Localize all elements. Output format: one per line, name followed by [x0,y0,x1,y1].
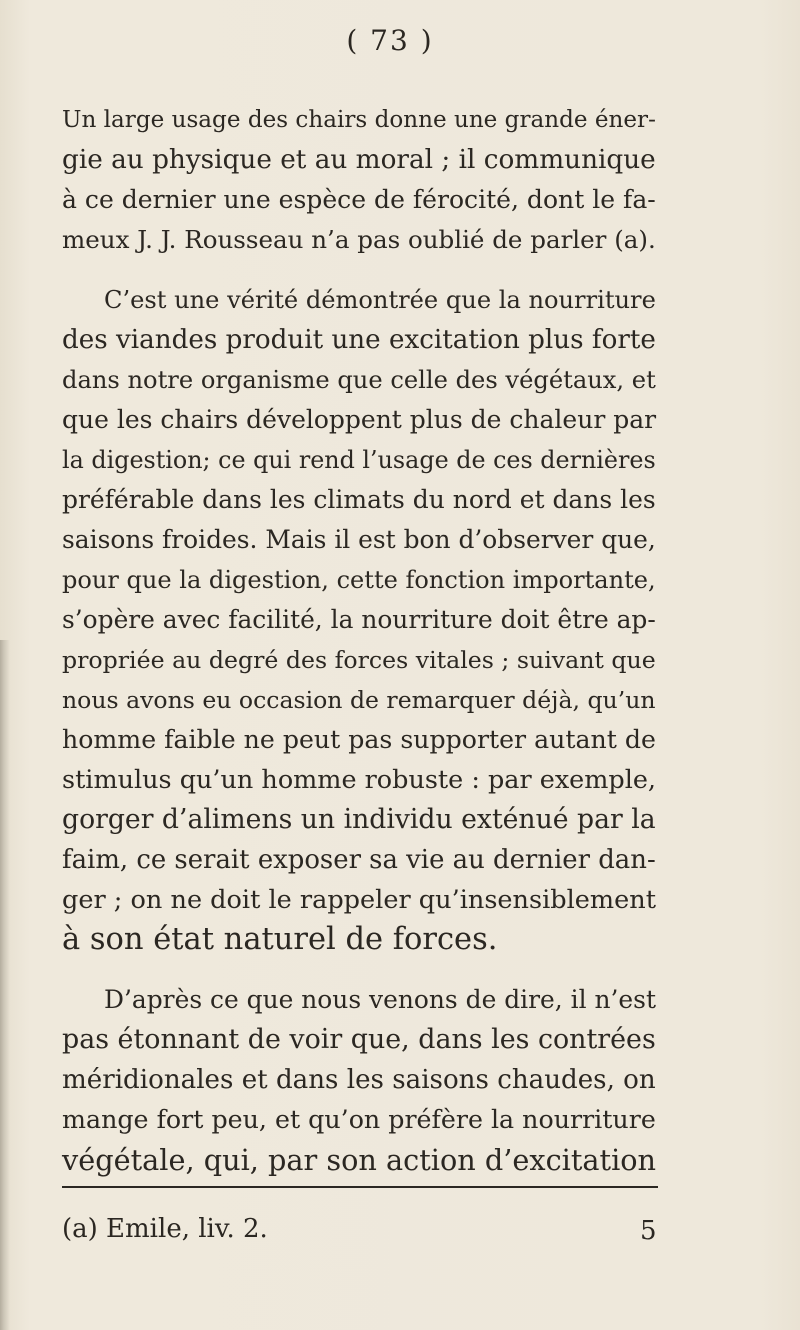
paragraph-2-line-15: faim, ce serait exposer sa vie au dernier dan- [62,845,656,875]
paragraph-2-line-5: la digestion; ce qui rend l’usage de ces dernières [62,446,656,474]
paragraph-3-line-5: végétale, qui, par son action d’excitation [62,1143,657,1177]
paragraph-3-line-3: méridionales et dans les saisons chaudes, on [62,1065,656,1095]
paragraph-2-line-13: stimulus qu’un homme robuste : par exemple, [62,765,657,795]
paragraph-2-line-11: nous avons eu occasion de remarquer déjà, qu’un [62,686,656,714]
paragraph-2-line-1: C’est une vérité démontrée que la nourriture [104,286,656,314]
paragraph-2-line-16: ger ; on ne doit le rappeler qu’insensiblement [62,885,656,915]
binding-shadow [0,640,10,1330]
footnote: (a) Emile, liv. 2. [62,1214,268,1244]
paragraph-2-line-4: que les chairs développent plus de chaleur par [62,405,657,434]
paragraph-2-line-6: préférable dans les climats du nord et dans les [62,485,656,514]
paragraph-2-line-10: propriée au degré des forces vitales ; suivant que [62,646,656,674]
paragraph-2-line-9: s’opère avec facilité, la nourriture doit être ap- [62,605,656,634]
paragraph-3-line-2: pas étonnant de voir que, dans les contrées [62,1024,656,1055]
paragraph-2-line-8: pour que la digestion, cette fonction importante, [62,566,656,594]
signature-mark: 5 [640,1216,657,1246]
paragraph-1-line-2: gie au physique et au moral ; il communique [62,145,656,175]
paragraph-2-line-14: gorger d’alimens un individu exténué par la [62,804,656,835]
paragraph-2-line-12: homme faible ne peut pas supporter autant de [62,725,656,754]
paragraph-2-line-17: à son état naturel de forces. [62,922,498,957]
footnote-divider [62,1186,658,1188]
paragraph-1-line-3: à ce dernier une espèce de férocité, dont le fa- [62,185,656,214]
paragraph-3-line-1: D’après ce que nous venons de dire, il n’est [104,985,656,1014]
paragraph-3-line-4: mange fort peu, et qu’on préfère la nourriture [62,1105,656,1134]
paragraph-2-line-7: saisons froides. Mais il est bon d’observer que, [62,525,656,554]
paragraph-2-line-3: dans notre organisme que celle des végétaux, et [62,366,656,394]
page-number: ( 73 ) [346,24,434,57]
paragraph-2-line-2: des viandes produit une excitation plus forte [62,325,656,355]
paragraph-1-line-4: meux J. J. Rousseau n’a pas oublié de parler (a). [62,225,656,254]
paragraph-1-line-1: Un large usage des chairs donne une grande éner- [62,107,656,133]
